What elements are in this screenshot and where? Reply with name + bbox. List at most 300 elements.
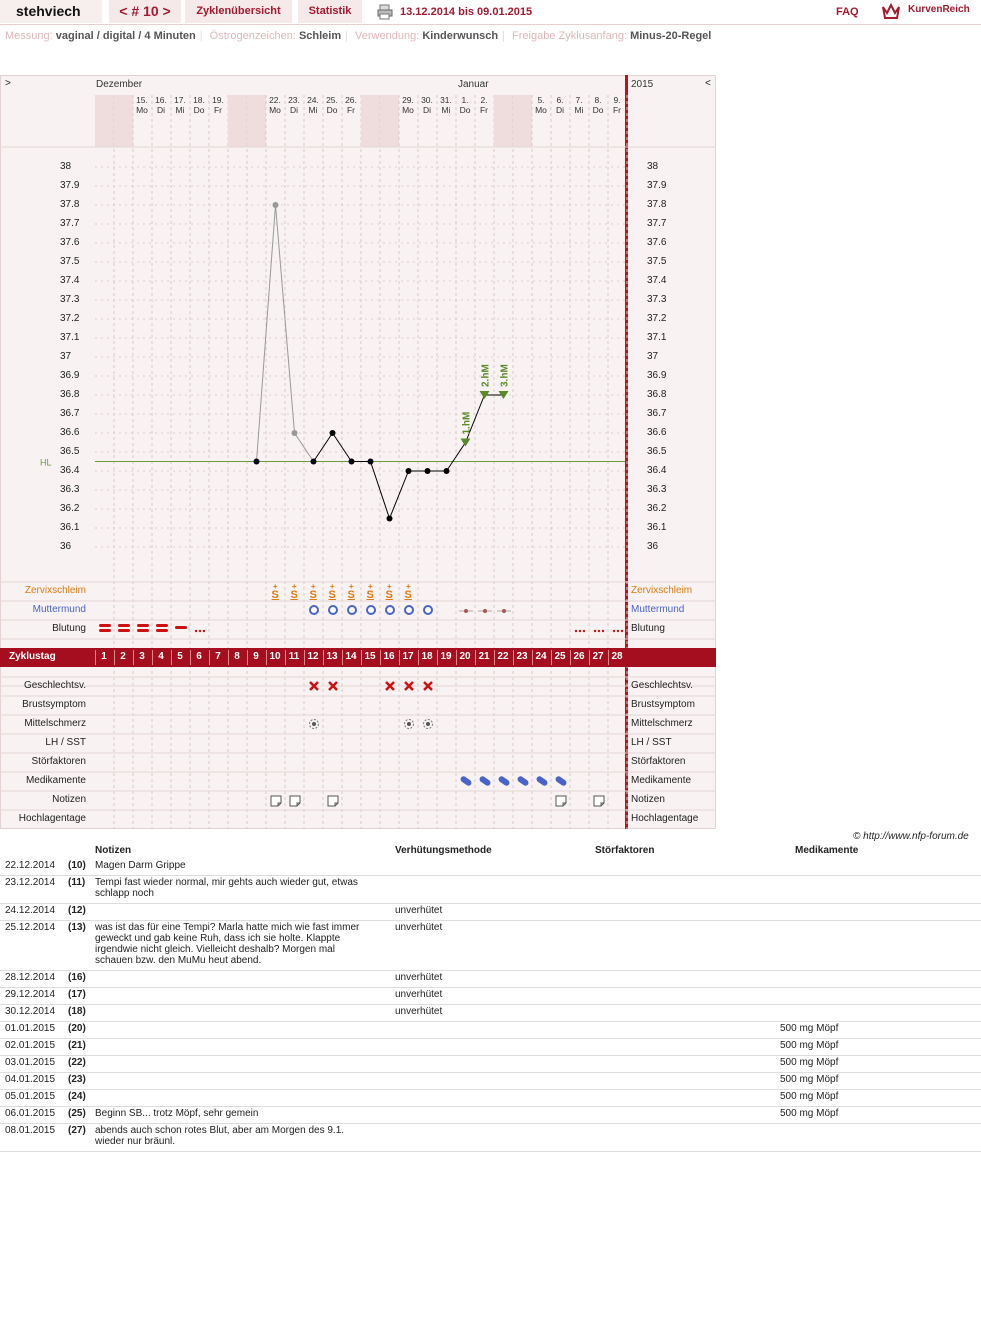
month-label-dec: Dezember [96, 79, 143, 90]
use-label: Verwendung: [355, 30, 420, 42]
bleeding-spot-marker[interactable] [193, 625, 207, 637]
printer-icon[interactable] [377, 4, 393, 23]
date-range: 13.12.2014 bis 09.01.2015 [400, 6, 533, 18]
y-tick-right: 36 [647, 541, 659, 552]
y-tick-right: 38 [647, 161, 659, 172]
weekend-shade [513, 95, 532, 147]
note-contraception: unverhütet [395, 922, 443, 933]
measure-label: Messung: [5, 30, 53, 42]
note-date: 25.12.2014 [5, 922, 56, 933]
note-cycle-day: (16) [68, 972, 86, 983]
y-tick-left: 37.1 [60, 332, 80, 343]
cycle-day-number: 4 [158, 651, 164, 662]
cycle-day-divider [608, 650, 609, 665]
note-date: 06.01.2015 [5, 1108, 56, 1119]
row-label-breast: Brustsymptom [22, 699, 86, 710]
temp-point [254, 459, 260, 465]
day-date: 23. [288, 95, 300, 105]
sign-value: Schleim [298, 30, 342, 42]
note-cycle-day: (18) [68, 1006, 86, 1017]
mucus-marker[interactable] [329, 583, 336, 599]
day-date: 31. [440, 95, 452, 105]
y-tick-left: 37 [60, 351, 72, 362]
day-date: 5. [537, 95, 545, 105]
cycle-day-divider [342, 650, 343, 665]
mucus-plus: + [272, 582, 278, 591]
day-date: 9. [613, 95, 621, 105]
day-weekday: Fr [346, 105, 356, 115]
day-weekday: Do [459, 105, 471, 115]
note-text: Tempi fast wieder normal, mir gehts auch wieder gut, etwas schlapp noch [95, 877, 358, 899]
y-tick-left: 36.4 [60, 465, 80, 476]
hl-label: HL [40, 457, 52, 468]
cycle-day-divider [304, 650, 305, 665]
row-label-meds-r: Medikamente [631, 775, 692, 786]
measure-value: vaginal / digital / 4 Minuten [55, 30, 196, 42]
row-label-cervix: Muttermund [32, 604, 86, 615]
y-tick-right: 37.4 [647, 275, 667, 286]
cycle-day-divider [532, 650, 533, 665]
row-label-sex-r: Geschlechtsv. [631, 680, 694, 691]
weekend-shade [361, 95, 380, 147]
use-value: Kinderwunsch [422, 30, 499, 42]
temp-segment [257, 205, 276, 462]
cycle-day-divider [114, 650, 115, 665]
note-cycle-day: (11) [68, 877, 86, 888]
row-label-breast-r: Brustsymptom [631, 699, 695, 710]
note-cycle-day: (24) [68, 1091, 86, 1102]
bleeding-heavy-marker[interactable] [136, 622, 150, 637]
cycle-day-number: 8 [234, 651, 240, 662]
bleeding-heavy-marker[interactable] [155, 622, 169, 637]
day-weekday: Mi [441, 105, 451, 115]
cycle-day-divider [570, 650, 571, 665]
cycle-day-number: 13 [326, 651, 338, 662]
row-label-lh-r: LH / SST [631, 737, 672, 748]
row-label-sex: Geschlechtsv. [23, 680, 86, 691]
row-label-meds: Medikamente [25, 775, 86, 786]
cycle-day-divider [285, 650, 286, 665]
crown-icon [881, 2, 901, 23]
y-tick-right: 36.3 [647, 484, 667, 495]
note-cycle-day: (13) [68, 922, 86, 933]
note-date: 28.12.2014 [5, 972, 56, 983]
note-text: Beginn SB... trotz Möpf, sehr gemein [95, 1108, 259, 1119]
day-date: 8. [594, 95, 602, 105]
midpain-marker[interactable] [403, 718, 415, 733]
next-cycle-button[interactable]: < [705, 78, 711, 89]
cycle-day-divider [437, 650, 438, 665]
cycle-day-number: 22 [497, 651, 509, 662]
day-date: 7. [575, 95, 583, 105]
temp-point [444, 468, 450, 474]
y-tick-left: 36.5 [60, 446, 80, 457]
mucus-marker[interactable] [310, 583, 317, 599]
mucus-marker[interactable] [291, 583, 298, 599]
day-date: 26. [345, 95, 357, 105]
release-label: Freigabe Zyklusanfang: [512, 30, 627, 42]
col-notes: Notizen [95, 845, 132, 856]
notes-row[interactable] [0, 1038, 981, 1056]
year-label: 2015 [631, 79, 654, 90]
cycle-day-divider [228, 650, 229, 665]
y-tick-left: 37.9 [60, 180, 80, 191]
note-medication: 500 mg Möpf [780, 1108, 839, 1119]
prev-cycle-button[interactable]: > [5, 78, 11, 89]
row-label-notes-r: Notizen [631, 794, 665, 805]
note-medication: 500 mg Möpf [780, 1023, 839, 1034]
note-medication: 500 mg Möpf [780, 1040, 839, 1051]
cycle-day-number: 14 [345, 651, 357, 662]
cycle-day-number: 18 [421, 651, 433, 662]
mucus-marker[interactable] [367, 583, 374, 599]
note-contraception: unverhütet [395, 989, 443, 1000]
temp-point [292, 430, 298, 436]
note-cycle-day: (22) [68, 1057, 86, 1068]
mucus-plus: + [386, 582, 392, 591]
y-tick-right: 36.8 [647, 389, 667, 400]
cycle-day-divider [190, 650, 191, 665]
y-tick-left: 37.8 [60, 199, 80, 210]
cycle-day-number: 12 [307, 651, 319, 662]
cycle-day-divider [418, 650, 419, 665]
y-tick-left: 36.2 [60, 503, 80, 514]
note-date: 30.12.2014 [5, 1006, 56, 1017]
cycle-day-number: 9 [253, 651, 259, 662]
cycle-day-divider [456, 650, 457, 665]
day-date: 29. [402, 95, 414, 105]
cycle-day-number: 17 [402, 651, 414, 662]
y-tick-right: 37.8 [647, 199, 667, 210]
mucus-glyph: S [347, 589, 355, 601]
y-tick-right: 36.4 [647, 465, 667, 476]
y-tick-right: 36.7 [647, 408, 667, 419]
y-tick-right: 37.6 [647, 237, 667, 248]
cervix-marker[interactable] [384, 604, 396, 619]
notes-row[interactable] [0, 987, 981, 1005]
note-date: 08.01.2015 [5, 1125, 56, 1136]
weekend-shade [228, 95, 247, 147]
cycle-day-number: 24 [535, 651, 547, 662]
row-label-disturb-r: Störfaktoren [631, 756, 686, 767]
y-tick-right: 37.2 [647, 313, 667, 324]
mucus-glyph: S [328, 589, 336, 601]
high-label: 3.hM [499, 364, 511, 387]
mucus-plus: + [310, 582, 316, 591]
cervix-small-marker[interactable] [478, 606, 492, 618]
day-weekday: Mo [269, 105, 281, 115]
cycle-day-number: 1 [101, 651, 107, 662]
cervix-small-marker[interactable] [459, 606, 473, 618]
row-label-altitude: Hochlagentage [18, 813, 86, 824]
note-cycle-day: (23) [68, 1074, 86, 1085]
medication-pill-icon[interactable] [554, 775, 568, 790]
temp-point [311, 459, 317, 465]
cycle-day-divider [323, 650, 324, 665]
note-date: 22.12.2014 [5, 860, 56, 871]
temp-point [330, 430, 336, 436]
note-cycle-day: (12) [68, 905, 86, 916]
y-tick-right: 36.1 [647, 522, 667, 533]
y-tick-left: 36.1 [60, 522, 80, 533]
temp-point [349, 459, 355, 465]
temperature-plot [0, 75, 716, 829]
day-weekday: Di [289, 105, 299, 115]
midpain-marker[interactable] [308, 718, 320, 733]
bleeding-spot-marker[interactable] [592, 625, 606, 637]
note-cycle-day: (17) [68, 989, 86, 1000]
note-date: 03.01.2015 [5, 1057, 56, 1068]
y-tick-left: 37.4 [60, 275, 80, 286]
medication-pill-icon[interactable] [478, 775, 492, 790]
intercourse-marker[interactable] [327, 680, 339, 695]
cycle-day-number: 27 [592, 651, 604, 662]
y-tick-left: 36.8 [60, 389, 80, 400]
weekend-shade [247, 95, 266, 147]
cervix-marker[interactable] [346, 604, 358, 619]
note-text: was ist das für eine Tempi? Marla hatte mich wie fast immer geweckt und gab keine Ruh, dass ich sie holte. Klappte irgendwie nicht gleich. Vielleicht deshalb? Morgen mal schauen bzw. den MuMu heut abend. [95, 922, 360, 966]
intercourse-marker[interactable] [422, 680, 434, 695]
cycle-day-divider [494, 650, 495, 665]
row-label-mucus: Zervixschleim [24, 585, 86, 596]
mucus-glyph: S [271, 589, 279, 601]
temp-point [273, 202, 279, 208]
note-medication: 500 mg Möpf [780, 1057, 839, 1068]
day-date: 22. [269, 95, 281, 105]
high-label: 1.hM [461, 411, 473, 435]
notes-row[interactable] [0, 970, 981, 988]
top-bar [0, 0, 981, 25]
y-tick-right: 37.7 [647, 218, 667, 229]
bleeding-spot-marker[interactable] [573, 625, 587, 637]
note-date: 01.01.2015 [5, 1023, 56, 1034]
mucus-plus: + [348, 582, 354, 591]
note-cycle-day: (27) [68, 1125, 86, 1136]
temp-point [406, 468, 412, 474]
y-tick-right: 36.9 [647, 370, 667, 381]
day-weekday: Do [193, 105, 205, 115]
note-icon[interactable] [289, 795, 301, 810]
notes-row[interactable] [0, 1055, 981, 1073]
day-date: 25. [326, 95, 338, 105]
notes-row[interactable] [0, 1021, 981, 1039]
day-date: 2. [480, 95, 488, 105]
medication-pill-icon[interactable] [535, 775, 549, 790]
note-date: 04.01.2015 [5, 1074, 56, 1085]
weekend-shade [95, 95, 114, 147]
cycle-day-divider [513, 650, 514, 665]
note-icon[interactable] [555, 795, 567, 810]
mucus-marker[interactable] [272, 583, 279, 599]
cycle-day-divider [551, 650, 552, 665]
y-tick-left: 37.2 [60, 313, 80, 324]
mucus-glyph: S [309, 589, 317, 601]
cycle-day-number: 23 [516, 651, 528, 662]
brand-logo[interactable]: KurvenReich [908, 4, 970, 15]
cycle-day-number: 11 [288, 651, 300, 662]
cycle-day-divider [361, 650, 362, 665]
cycle-day-number: 26 [573, 651, 585, 662]
day-weekday: Fr [479, 105, 489, 115]
intercourse-marker[interactable] [403, 680, 415, 695]
notes-row[interactable] [0, 1106, 981, 1124]
cycle-day-number: 20 [459, 651, 471, 662]
day-date: 24. [307, 95, 319, 105]
col-medication: Medikamente [795, 845, 859, 856]
mucus-marker[interactable] [405, 583, 412, 599]
day-weekday: Mo [535, 105, 547, 115]
cycle-day-divider [209, 650, 210, 665]
y-tick-left: 37.7 [60, 218, 80, 229]
note-date: 29.12.2014 [5, 989, 56, 1000]
row-label-lh: LH / SST [45, 737, 86, 748]
day-weekday: Mi [308, 105, 318, 115]
row-label-disturb: Störfaktoren [31, 756, 86, 767]
cycle-day-number: 5 [177, 651, 183, 662]
cycle-day-divider [475, 650, 476, 665]
notes-row[interactable] [0, 903, 981, 921]
y-tick-left: 36.7 [60, 408, 80, 419]
y-tick-left: 36.6 [60, 427, 80, 438]
y-tick-left: 36.3 [60, 484, 80, 495]
y-tick-left: 37.5 [60, 256, 80, 267]
notes-row[interactable] [0, 858, 981, 876]
tab-cycle-overview[interactable]: Zyklenübersicht [185, 0, 292, 23]
cycle-nav[interactable]: < # 10 > [109, 0, 181, 23]
y-tick-left: 38 [60, 161, 72, 172]
cycle-day-divider [247, 650, 248, 665]
day-weekday: Di [422, 105, 432, 115]
note-contraception: unverhütet [395, 905, 443, 916]
temp-point [425, 468, 431, 474]
day-weekday: Mo [402, 105, 414, 115]
bleeding-heavy-marker[interactable] [98, 622, 112, 637]
mucus-marker[interactable] [348, 583, 355, 599]
cycle-day-number: 25 [554, 651, 566, 662]
cycle-day-number: 21 [478, 651, 490, 662]
y-tick-right: 37 [647, 351, 659, 362]
faq-link[interactable]: FAQ [836, 6, 859, 18]
tab-statistics[interactable]: Statistik [298, 0, 362, 23]
bleeding-heavy-marker[interactable] [117, 622, 131, 637]
note-medication: 500 mg Möpf [780, 1091, 839, 1102]
notes-row[interactable] [0, 1004, 981, 1022]
day-weekday: Mi [574, 105, 584, 115]
y-tick-right: 37.1 [647, 332, 667, 343]
cycle-day-divider [95, 650, 96, 665]
mucus-plus: + [291, 582, 297, 591]
day-weekday: Fr [612, 105, 622, 115]
note-cycle-day: (20) [68, 1023, 86, 1034]
cycle-day-number: 7 [215, 651, 221, 662]
y-tick-right: 37.3 [647, 294, 667, 305]
midpain-marker[interactable] [422, 718, 434, 733]
temp-point [368, 459, 374, 465]
cycle-day-number: 3 [139, 651, 145, 662]
user-name[interactable]: stehviech [0, 0, 102, 23]
col-disturbances: Störfaktoren [595, 845, 655, 856]
row-label-bleeding: Blutung [52, 623, 86, 634]
row-label-mucus-r: Zervixschleim [631, 585, 693, 596]
row-label-cycle-day: Zyklustag [9, 651, 56, 662]
notes-row[interactable] [0, 1072, 981, 1090]
cervix-marker[interactable] [365, 604, 377, 619]
col-contraception: Verhütungsmethode [395, 845, 492, 856]
day-weekday: Mo [136, 105, 148, 115]
notes-row[interactable] [0, 1089, 981, 1107]
weekend-shade [380, 95, 399, 147]
cycle-day-divider [589, 650, 590, 665]
day-weekday: Do [592, 105, 604, 115]
temp-point [387, 516, 393, 522]
copyright[interactable]: © http://www.nfp-forum.de [853, 831, 969, 842]
y-tick-right: 36.6 [647, 427, 667, 438]
y-tick-right: 37.9 [647, 180, 667, 191]
day-weekday: Do [326, 105, 338, 115]
notes-row[interactable] [0, 1123, 981, 1152]
notes-row[interactable] [0, 920, 981, 971]
cycle-day-divider [399, 650, 400, 665]
bleeding-light-marker[interactable] [174, 623, 188, 635]
note-date: 02.01.2015 [5, 1040, 56, 1051]
mucus-glyph: S [385, 589, 393, 601]
intercourse-marker[interactable] [384, 680, 396, 695]
medication-pill-icon[interactable] [459, 775, 473, 790]
note-icon[interactable] [593, 795, 605, 810]
notes-row[interactable] [0, 875, 981, 904]
cervix-marker[interactable] [403, 604, 415, 619]
mucus-marker[interactable] [386, 583, 393, 599]
medication-pill-icon[interactable] [497, 775, 511, 790]
cervix-marker[interactable] [308, 604, 320, 619]
temp-segment [447, 443, 466, 472]
y-tick-left: 37.6 [60, 237, 80, 248]
y-tick-left: 37.3 [60, 294, 80, 305]
intercourse-marker[interactable] [308, 680, 320, 695]
note-text: Magen Darm Grippe [95, 860, 186, 871]
weekend-shade [494, 95, 513, 147]
row-label-midpain-r: Mittelschmerz [631, 718, 693, 729]
cycle-day-number: 6 [196, 651, 202, 662]
note-icon[interactable] [327, 795, 339, 810]
bleeding-spot-marker[interactable] [611, 625, 625, 637]
row-label-bleeding-r: Blutung [631, 623, 665, 634]
day-date: 18. [193, 95, 205, 105]
note-text: abends auch schon rotes Blut, aber am Morgen des 9.1. wieder nur bräunl. [95, 1125, 345, 1147]
note-date: 05.01.2015 [5, 1091, 56, 1102]
cervix-small-marker[interactable] [497, 606, 511, 618]
cycle-day-divider [133, 650, 134, 665]
note-medication: 500 mg Möpf [780, 1074, 839, 1085]
high-label: 2.hM [480, 364, 492, 387]
medication-pill-icon[interactable] [516, 775, 530, 790]
mucus-glyph: S [290, 589, 298, 601]
row-label-notes: Notizen [52, 794, 86, 805]
day-date: 19. [212, 95, 224, 105]
cervix-marker[interactable] [422, 604, 434, 619]
note-icon[interactable] [270, 795, 282, 810]
cervix-marker[interactable] [327, 604, 339, 619]
release-value: Minus-20-Regel [630, 30, 712, 42]
cycle-day-divider [152, 650, 153, 665]
cycle-day-divider [266, 650, 267, 665]
y-tick-right: 36.2 [647, 503, 667, 514]
cycle-day-number: 19 [440, 651, 452, 662]
day-weekday: Di [156, 105, 166, 115]
day-date: 15. [136, 95, 148, 105]
cycle-info: Messung: vaginal / digital / 4 Minuten | Östrogenzeichen: Schleim | Verwendung: Kinderwunsch | Freigabe Zyklusanfang: Minus-20-Regel [5, 30, 712, 42]
note-cycle-day: (10) [68, 860, 86, 871]
